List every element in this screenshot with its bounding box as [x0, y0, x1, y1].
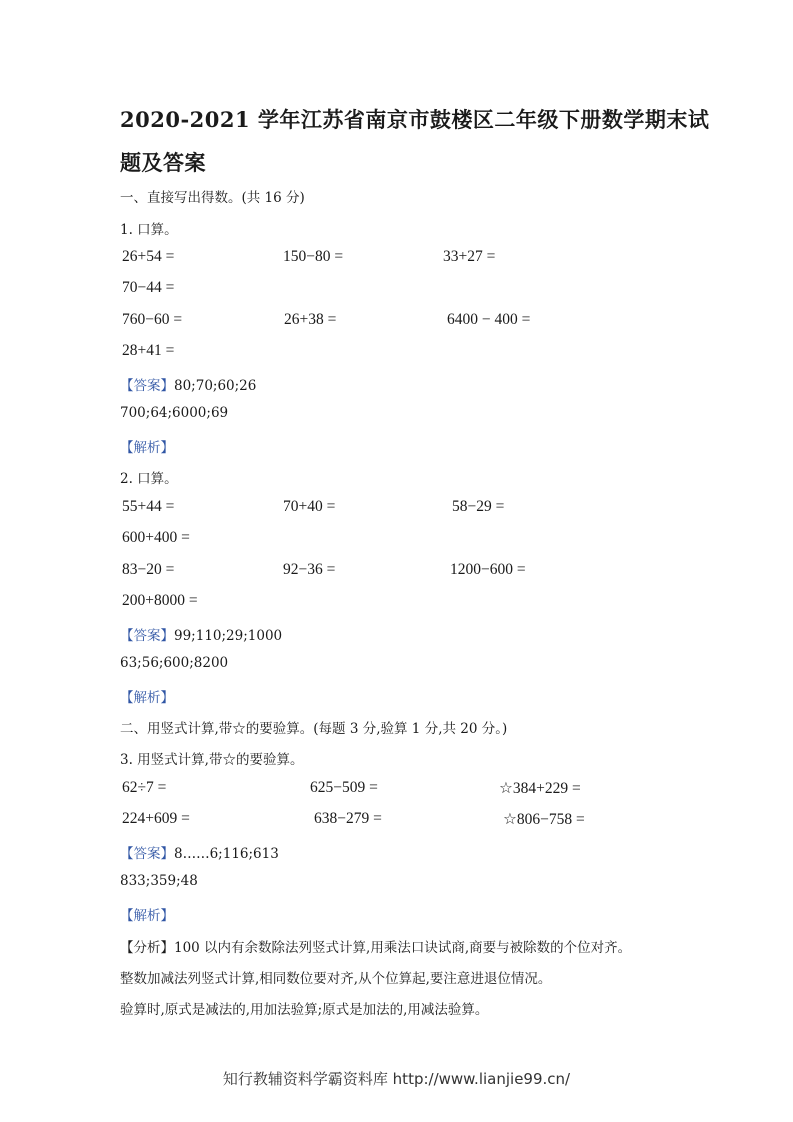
- q1-answer-line2: 700;64;6000;69: [120, 405, 229, 421]
- doc-title-line2: 题及答案: [120, 150, 206, 175]
- q3-analysis-line2: 整数加减法列竖式计算,相同数位要对齐,从个位算起,要注意进退位情况。: [120, 971, 552, 987]
- analysis-text: 100 以内有余数除法列竖式计算,用乘法口诀试商,商要与被除数的个位对齐。: [174, 940, 632, 956]
- q3-expr: ☆806−758 =: [503, 811, 585, 828]
- answer-text: 80;70;60;26: [174, 378, 257, 394]
- answer-tag: 【答案】: [120, 846, 174, 862]
- q1-expr: 6400 − 400 =: [447, 311, 531, 328]
- q1-expr: 26+54 =: [122, 248, 175, 265]
- q1-analysis-tag: 【解析】: [120, 440, 174, 456]
- answer-tag: 【答案】: [120, 628, 174, 644]
- q3-answer-line2: 833;359;48: [120, 873, 198, 889]
- q3-expr: 224+609 =: [122, 810, 190, 827]
- q2-expr: 92−36 =: [283, 561, 336, 578]
- answer-tag: 【答案】: [120, 378, 174, 394]
- q3-analysis-line3: 验算时,原式是减法的,用加法验算;原式是加法的,用减法验算。: [120, 1002, 489, 1018]
- analysis-label: 【分析】: [120, 940, 174, 956]
- q2-expr: 600+400 =: [122, 529, 190, 546]
- q3-answer: [120, 842, 279, 862]
- q1-expr: 28+41 =: [122, 342, 175, 359]
- q2-analysis-tag: 【解析】: [120, 690, 174, 706]
- q2-expr: 1200−600 =: [450, 561, 526, 578]
- q2-label: 2. 口算。: [120, 471, 178, 487]
- q1-expr: 150−80 =: [283, 248, 344, 265]
- q3-expr: 638−279 =: [314, 810, 382, 827]
- q3-expr: 62÷7 =: [122, 779, 167, 796]
- q2-answer: [120, 624, 282, 644]
- q1-answer: [120, 374, 256, 394]
- answer-text: 8……6;116;613: [174, 846, 279, 862]
- q1-label: 1. 口算。: [120, 222, 178, 238]
- q3-analysis-line1: [120, 936, 631, 956]
- q3-expr: 625−509 =: [310, 779, 378, 796]
- q2-expr: 70+40 =: [283, 498, 336, 515]
- q1-expr: 26+38 =: [284, 311, 337, 328]
- doc-title-line1: 2020-2021 学年江苏省南京市鼓楼区二年级下册数学期末试: [120, 107, 710, 132]
- q2-expr: 83−20 =: [122, 561, 175, 578]
- q2-expr: 58−29 =: [452, 498, 505, 515]
- q3-analysis-tag: 【解析】: [120, 908, 174, 924]
- q2-expr: 200+8000 =: [122, 592, 198, 609]
- page-footer-watermark: 知行教辅资料学霸资料库 http://www.lianjie99.cn/: [222, 1070, 571, 1088]
- q3-label: 3. 用竖式计算,带☆的要验算。: [120, 752, 304, 768]
- q2-expr: 55+44 =: [122, 498, 175, 515]
- q1-expr: 70−44 =: [122, 279, 175, 296]
- q2-answer-line2: 63;56;600;8200: [120, 655, 229, 671]
- section2-heading: 二、用竖式计算,带☆的要验算。(每题 3 分,验算 1 分,共 20 分。): [120, 721, 508, 737]
- q1-expr: 33+27 =: [443, 248, 496, 265]
- section1-heading: 一、直接写出得数。(共 16 分): [120, 190, 305, 206]
- answer-text: 99;110;29;1000: [174, 628, 283, 644]
- q3-expr: ☆384+229 =: [499, 780, 581, 797]
- q1-expr: 760−60 =: [122, 311, 183, 328]
